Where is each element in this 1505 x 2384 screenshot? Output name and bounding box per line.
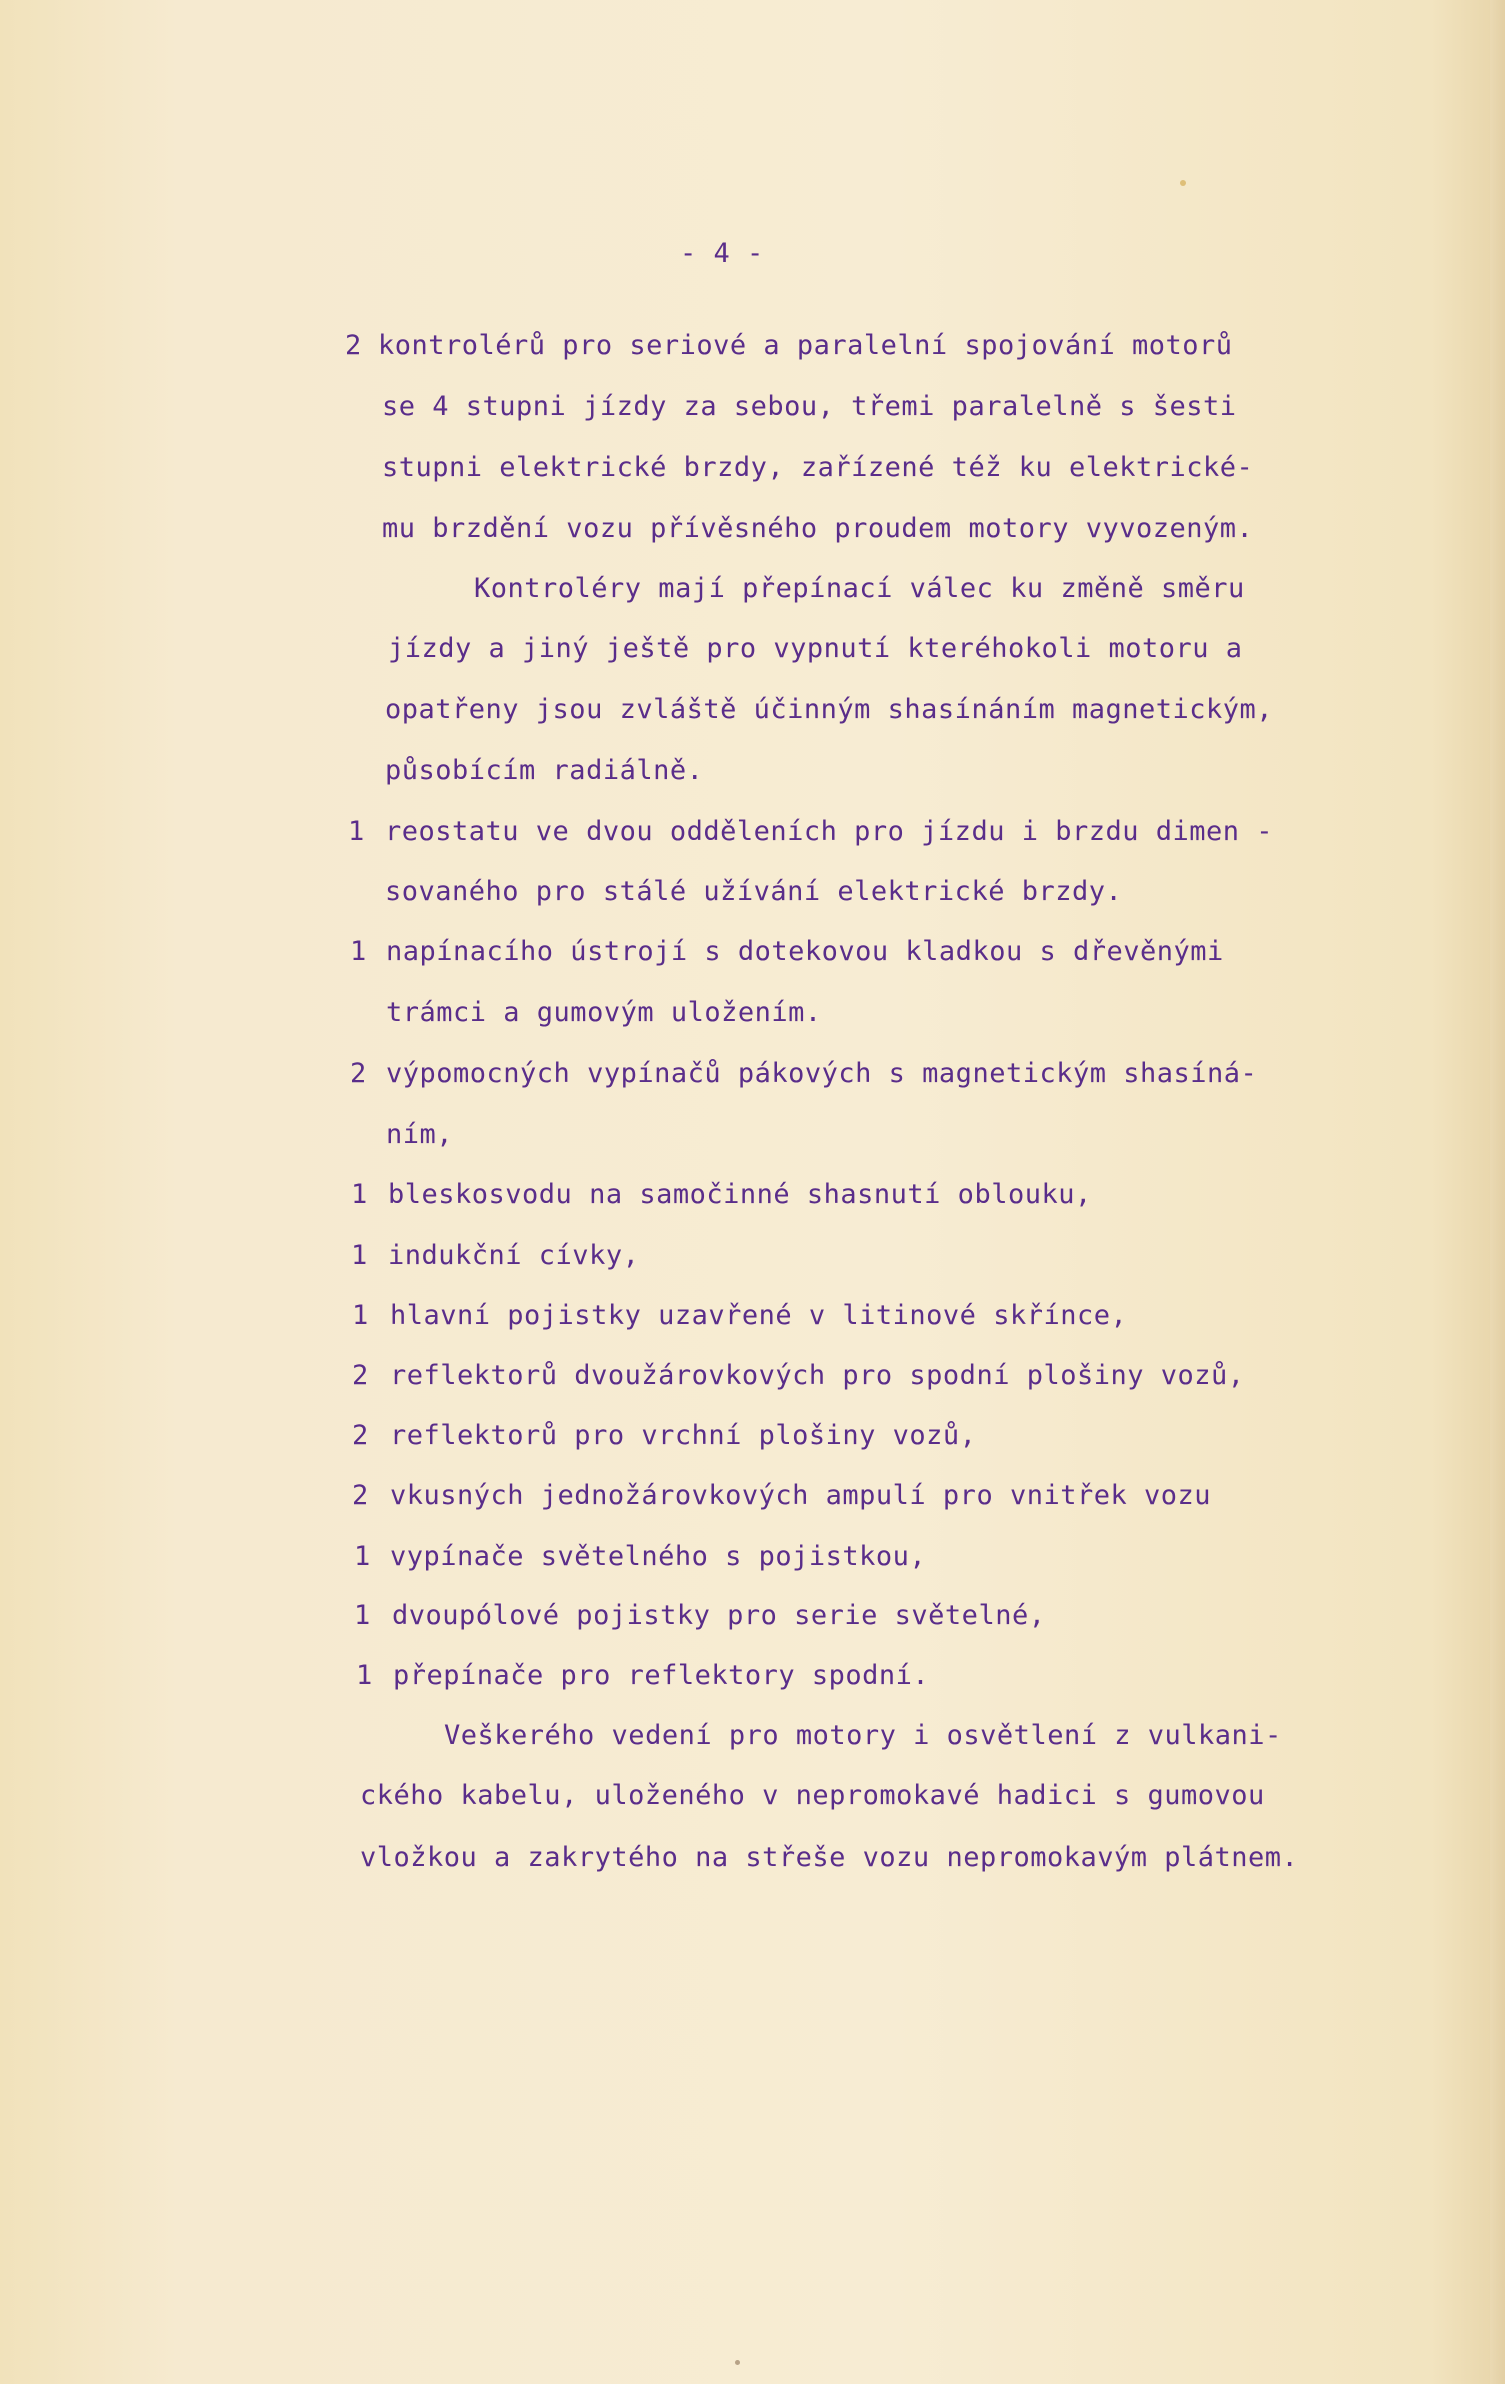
item-count: 2 — [352, 1420, 369, 1451]
item-count: 2 — [352, 1360, 369, 1391]
item-text: Kontroléry mají přepínací válec ku změně směru — [474, 573, 1245, 604]
item-text: přepínače pro reflektory spodní. — [393, 1660, 930, 1691]
item-text: sovaného pro stálé užívání elektrické brzdy. — [385, 876, 1123, 907]
item-text: vkusných jednožárovkových ampulí pro vnitřek vozu — [390, 1480, 1212, 1511]
item-text: kontrolérů pro seriové a paralelní spojování motorů — [378, 330, 1233, 361]
item-text: reflektorů pro vrchní plošiny vozů, — [390, 1420, 977, 1451]
item-text: mu brzdění vozu přívěsného proudem motory vyvozeným. — [382, 513, 1254, 544]
item-count: 2 — [345, 330, 362, 361]
item-text: ním, — [386, 1119, 454, 1150]
item-count: 1 — [351, 1179, 368, 1210]
item-text: napínacího ústrojí s dotekovou kladkou s dřevěnými — [386, 936, 1224, 967]
item-text: působícím radiálně. — [385, 755, 704, 786]
item-text: Veškerého vedení pro motory i osvětlení z vulkani- — [444, 1720, 1282, 1751]
item-text: reostatu ve dvou odděleních pro jízdu i brzdu dimen - — [385, 816, 1274, 847]
item-text: vložkou a zakrytého na střeše vozu nepromokavým plátnem. — [360, 1842, 1299, 1873]
paper-stain — [735, 2360, 740, 2365]
item-count: 1 — [351, 1240, 368, 1271]
item-text: opatřeny jsou zvláště účinným shasínáním magnetickým, — [385, 694, 1274, 725]
item-text: ckého kabelu, uloženého v nepromokavé hadici s gumovou — [360, 1780, 1265, 1811]
item-count: 1 — [352, 1300, 369, 1331]
item-count: 2 — [352, 1480, 369, 1511]
page-number: - 4 - — [680, 238, 764, 269]
item-text: stupni elektrické brzdy, zařízené též ku elektrické- — [382, 452, 1254, 483]
item-text: indukční cívky, — [388, 1240, 640, 1271]
item-text: výpomocných vypínačů pákových s magnetickým shasíná- — [386, 1058, 1258, 1089]
item-text: trámci a gumovým uložením. — [386, 997, 822, 1028]
item-text: bleskosvodu na samočinné shasnutí oblouku, — [388, 1179, 1092, 1210]
item-text: reflektorů dvoužárovkových pro spodní plošiny vozů, — [390, 1360, 1245, 1391]
item-text: vypínače světelného s pojistkou, — [390, 1541, 927, 1572]
item-count: 1 — [350, 936, 367, 967]
item-text: jízdy a jiný ještě pro vypnutí kteréhokoli motoru a — [388, 633, 1243, 664]
item-text: dvoupólové pojistky pro serie světelné, — [392, 1600, 1046, 1631]
item-count: 1 — [354, 1541, 371, 1572]
page-edge — [1490, 0, 1505, 2384]
item-count: 1 — [354, 1600, 371, 1631]
item-count: 1 — [356, 1660, 373, 1691]
item-text: hlavní pojistky uzavřené v litinové skřínce, — [390, 1300, 1128, 1331]
item-count: 2 — [350, 1058, 367, 1089]
paper-stain — [1180, 180, 1186, 186]
item-text: se 4 stupni jízdy za sebou, třemi paralelně s šesti — [382, 391, 1237, 422]
item-count: 1 — [348, 816, 365, 847]
